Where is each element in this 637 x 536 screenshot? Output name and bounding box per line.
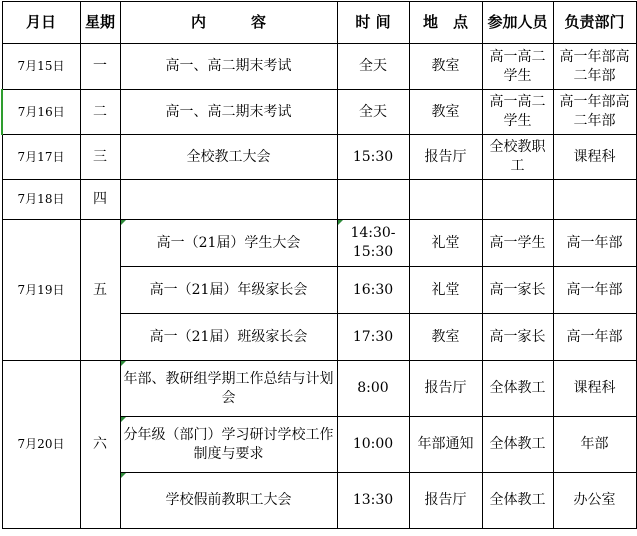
row-place: 年部通知 (409, 417, 482, 473)
table-row (2, 180, 636, 220)
table-row (2, 361, 636, 417)
row-weekday: 六 (80, 361, 120, 529)
header-date: 月日 (2, 2, 80, 44)
row-dept (553, 180, 636, 220)
row-date: 7月15日 (2, 44, 80, 90)
row-people: 高一家长 (482, 267, 553, 314)
table-row (2, 220, 636, 267)
header-people: 参加人员 (482, 2, 553, 44)
row-weekday: 五 (80, 220, 120, 361)
row-dept: 课程科 (553, 361, 636, 417)
row-place: 报告厅 (409, 361, 482, 417)
schedule-table (1, 1, 637, 529)
row-weekday: 三 (80, 135, 120, 180)
header-place: 地 点 (409, 2, 482, 44)
row-content: 高一（21届）班级家长会 (120, 314, 337, 361)
row-time: 8:00 (337, 361, 409, 417)
row-time: 10:00 (337, 417, 409, 473)
row-time (337, 180, 409, 220)
row-date: 7月18日 (2, 180, 80, 220)
row-place: 教室 (409, 314, 482, 361)
row-content: 高一、高二期末考试 (120, 90, 337, 135)
row-weekday: 四 (80, 180, 120, 220)
row-content: 高一、高二期末考试 (120, 44, 337, 90)
row-people: 全校教职工 (482, 135, 553, 180)
row-time: 13:30 (337, 473, 409, 529)
row-weekday: 二 (80, 90, 120, 135)
table-row (2, 90, 636, 135)
row-date: 7月17日 (2, 135, 80, 180)
row-people: 全体教工 (482, 417, 553, 473)
table-row (2, 44, 636, 90)
row-content: 全校教工大会 (120, 135, 337, 180)
row-date: 7月20日 (2, 361, 80, 529)
row-place: 报告厅 (409, 135, 482, 180)
row-people: 全体教工 (482, 473, 553, 529)
row-dept: 高一年部高二年部 (553, 44, 636, 90)
table-row (2, 135, 636, 180)
row-place: 礼堂 (409, 267, 482, 314)
row-content: 高一（21届）学生大会 (120, 220, 337, 267)
row-dept: 高一年部高二年部 (553, 90, 636, 135)
header-dept: 负责部门 (553, 2, 636, 44)
row-time: 17:30 (337, 314, 409, 361)
row-time: 全天 (337, 90, 409, 135)
header-time: 时 间 (337, 2, 409, 44)
row-time: 16:30 (337, 267, 409, 314)
row-people: 高一学生 (482, 220, 553, 267)
row-time: 全天 (337, 44, 409, 90)
header-content: 内 容 (120, 2, 337, 44)
row-dept: 课程科 (553, 135, 636, 180)
header-row (2, 2, 636, 44)
row-date: 7月19日 (2, 220, 80, 361)
row-content (120, 180, 337, 220)
row-people (482, 180, 553, 220)
row-people: 高一高二学生 (482, 44, 553, 90)
row-dept: 高一年部 (553, 314, 636, 361)
row-people: 高一高二学生 (482, 90, 553, 135)
row-dept: 高一年部 (553, 267, 636, 314)
row-place: 报告厅 (409, 473, 482, 529)
row-content: 年部、教研组学期工作总结与计划会 (120, 361, 337, 417)
row-people: 全体教工 (482, 361, 553, 417)
row-content: 高一（21届）年级家长会 (120, 267, 337, 314)
row-dept: 年部 (553, 417, 636, 473)
row-content: 分年级（部门）学习研讨学校工作制度与要求 (120, 417, 337, 473)
row-weekday: 一 (80, 44, 120, 90)
row-place: 教室 (409, 90, 482, 135)
row-time: 15:30 (337, 135, 409, 180)
row-place (409, 180, 482, 220)
header-weekday: 星期 (80, 2, 120, 44)
row-time: 14:30-15:30 (337, 220, 409, 267)
row-dept: 办公室 (553, 473, 636, 529)
row-date: 7月16日 (2, 90, 80, 135)
row-place: 教室 (409, 44, 482, 90)
row-people: 高一家长 (482, 314, 553, 361)
row-place: 礼堂 (409, 220, 482, 267)
row-dept: 高一年部 (553, 220, 636, 267)
row-content: 学校假前教职工大会 (120, 473, 337, 529)
